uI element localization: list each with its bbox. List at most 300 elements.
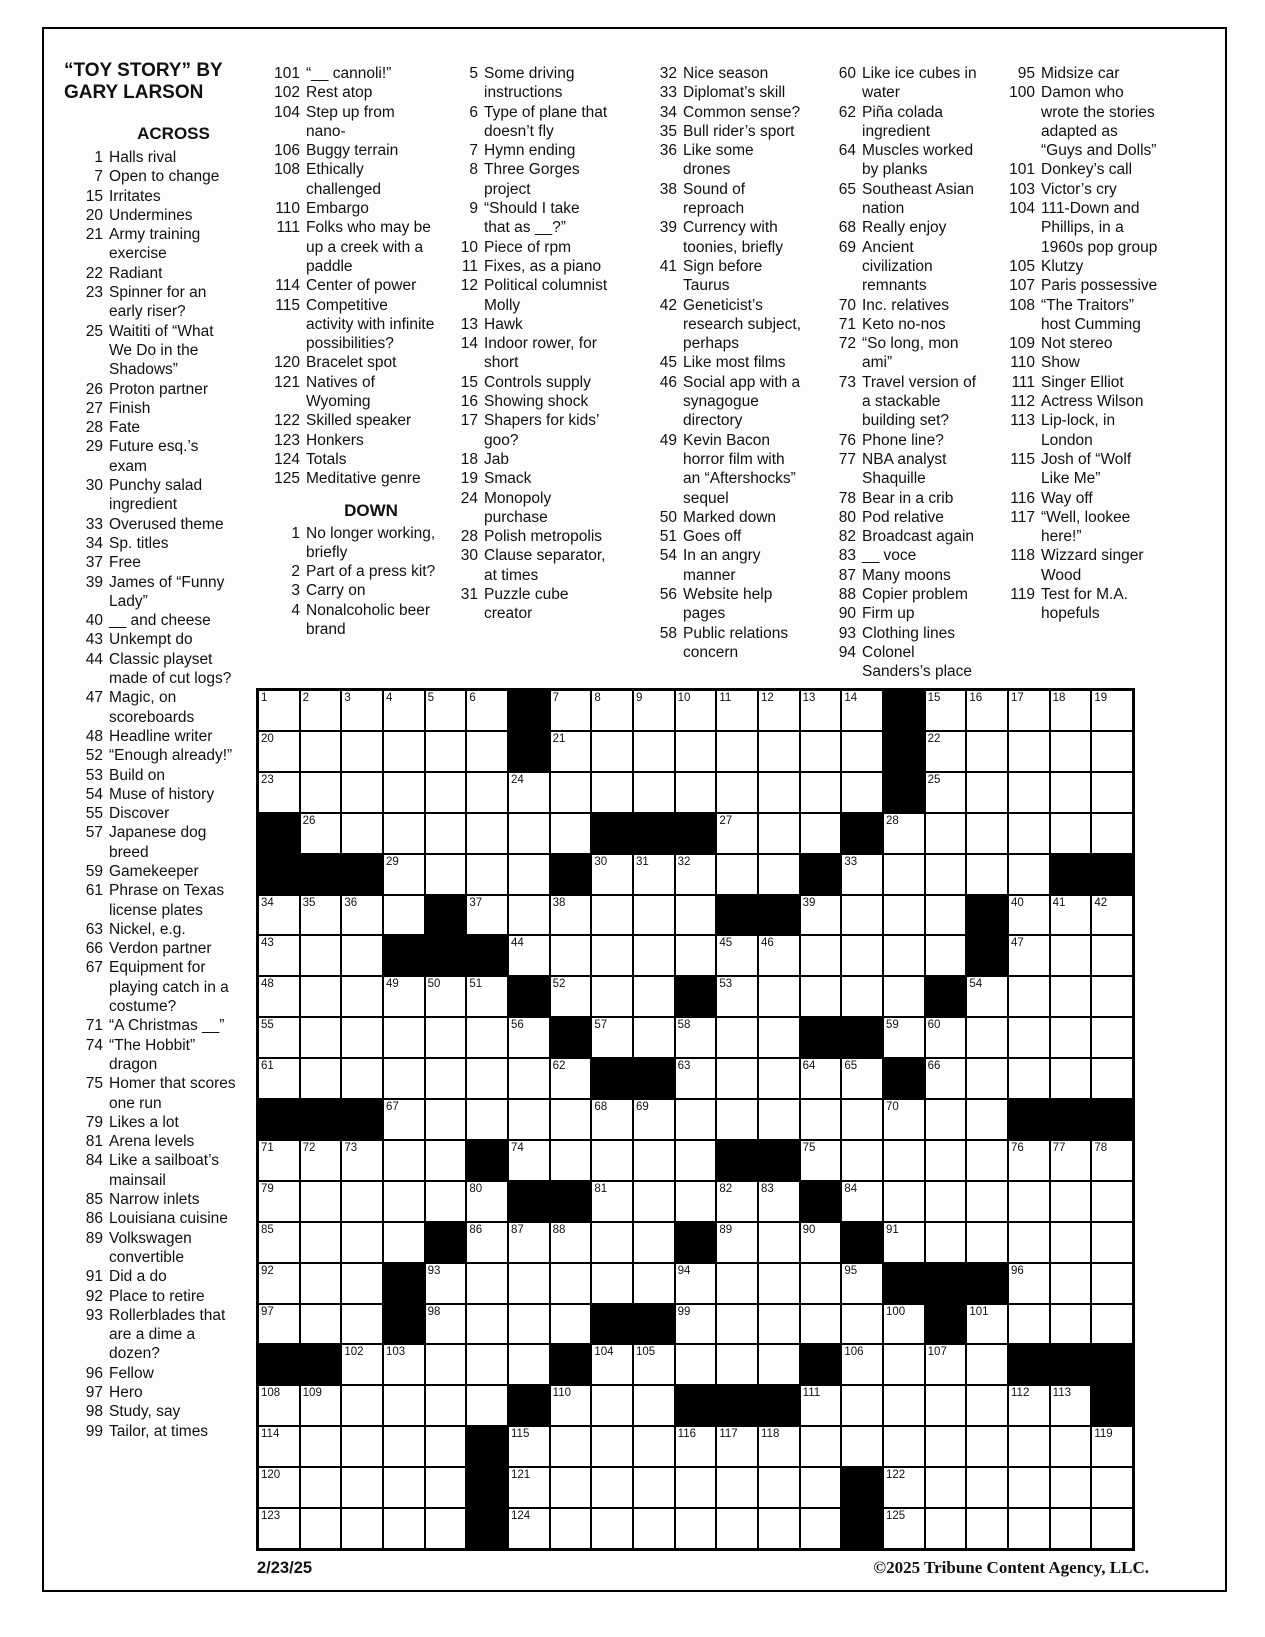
grid-cell[interactable] [384, 773, 424, 812]
grid-cell[interactable] [717, 691, 757, 730]
grid-cell[interactable] [1009, 1223, 1049, 1262]
grid-cell[interactable] [884, 1509, 924, 1548]
grid-cell[interactable] [467, 1059, 507, 1098]
grid-cell[interactable] [1009, 977, 1049, 1016]
grid-cell[interactable] [592, 1386, 632, 1425]
grid-cell[interactable] [551, 732, 591, 771]
grid-cell[interactable] [1051, 1468, 1091, 1507]
grid-cell[interactable] [301, 896, 341, 935]
grid-cell[interactable] [1051, 1386, 1091, 1425]
grid-cell[interactable] [1009, 1305, 1049, 1344]
grid-cell[interactable] [342, 1509, 382, 1548]
grid-cell[interactable] [551, 1468, 591, 1507]
grid-cell[interactable] [551, 1305, 591, 1344]
grid-cell[interactable] [301, 936, 341, 975]
grid-cell[interactable] [842, 1100, 882, 1139]
grid-cell[interactable] [1051, 1182, 1091, 1221]
grid-cell[interactable] [301, 1509, 341, 1548]
grid-cell[interactable] [509, 855, 549, 894]
grid-cell[interactable] [801, 1100, 841, 1139]
grid-cell[interactable] [1051, 691, 1091, 730]
grid-cell[interactable] [259, 1427, 299, 1466]
grid-cell[interactable] [1051, 732, 1091, 771]
grid-cell[interactable] [1051, 1427, 1091, 1466]
grid-cell[interactable] [717, 1305, 757, 1344]
grid-cell[interactable] [884, 1100, 924, 1139]
grid-cell[interactable] [259, 896, 299, 935]
grid-cell[interactable] [426, 1468, 466, 1507]
grid-cell[interactable] [467, 1018, 507, 1057]
grid-cell[interactable] [509, 1018, 549, 1057]
grid-cell[interactable] [1092, 1509, 1132, 1548]
grid-cell[interactable] [301, 1018, 341, 1057]
grid-cell[interactable] [1009, 1059, 1049, 1098]
grid-cell[interactable] [634, 977, 674, 1016]
grid-cell[interactable] [884, 1141, 924, 1180]
grid-cell[interactable] [259, 1305, 299, 1344]
grid-cell[interactable] [342, 1386, 382, 1425]
grid-cell[interactable] [759, 1182, 799, 1221]
grid-cell[interactable] [884, 977, 924, 1016]
grid-cell[interactable] [384, 1345, 424, 1384]
grid-cell[interactable] [884, 936, 924, 975]
grid-cell[interactable] [884, 814, 924, 853]
grid-cell[interactable] [592, 1468, 632, 1507]
grid-cell[interactable] [967, 1059, 1007, 1098]
grid-cell[interactable] [384, 814, 424, 853]
grid-cell[interactable] [926, 936, 966, 975]
grid-cell[interactable] [467, 773, 507, 812]
grid-cell[interactable] [926, 1509, 966, 1548]
grid-cell[interactable] [259, 732, 299, 771]
grid-cell[interactable] [801, 896, 841, 935]
grid-cell[interactable] [342, 732, 382, 771]
grid-cell[interactable] [1092, 1468, 1132, 1507]
grid-cell[interactable] [592, 1141, 632, 1180]
grid-cell[interactable] [717, 773, 757, 812]
grid-cell[interactable] [342, 1345, 382, 1384]
grid-cell[interactable] [801, 814, 841, 853]
grid-cell[interactable] [426, 691, 466, 730]
grid-cell[interactable] [842, 1345, 882, 1384]
grid-cell[interactable] [1092, 1223, 1132, 1262]
grid-cell[interactable] [634, 691, 674, 730]
grid-cell[interactable] [426, 1305, 466, 1344]
grid-cell[interactable] [426, 1100, 466, 1139]
grid-cell[interactable] [759, 1427, 799, 1466]
grid-cell[interactable] [717, 977, 757, 1016]
grid-cell[interactable] [301, 691, 341, 730]
grid-cell[interactable] [676, 1264, 716, 1303]
grid-cell[interactable] [551, 691, 591, 730]
grid-cell[interactable] [426, 1345, 466, 1384]
grid-cell[interactable] [634, 1182, 674, 1221]
grid-cell[interactable] [384, 1427, 424, 1466]
grid-cell[interactable] [926, 1386, 966, 1425]
grid-cell[interactable] [676, 1345, 716, 1384]
grid-cell[interactable] [842, 1141, 882, 1180]
grid-cell[interactable] [592, 896, 632, 935]
grid-cell[interactable] [842, 896, 882, 935]
grid-cell[interactable] [467, 1223, 507, 1262]
grid-cell[interactable] [634, 773, 674, 812]
grid-cell[interactable] [426, 732, 466, 771]
grid-cell[interactable] [676, 1141, 716, 1180]
grid-cell[interactable] [759, 1264, 799, 1303]
grid-cell[interactable] [592, 1264, 632, 1303]
grid-cell[interactable] [342, 896, 382, 935]
grid-cell[interactable] [926, 1345, 966, 1384]
grid-cell[interactable] [759, 855, 799, 894]
grid-cell[interactable] [509, 1509, 549, 1548]
grid-cell[interactable] [676, 1182, 716, 1221]
grid-cell[interactable] [801, 1305, 841, 1344]
grid-cell[interactable] [426, 814, 466, 853]
grid-cell[interactable] [1092, 1264, 1132, 1303]
grid-cell[interactable] [301, 1386, 341, 1425]
grid-cell[interactable] [509, 936, 549, 975]
grid-cell[interactable] [717, 1468, 757, 1507]
grid-cell[interactable] [967, 814, 1007, 853]
grid-cell[interactable] [1092, 1141, 1132, 1180]
grid-cell[interactable] [1092, 1018, 1132, 1057]
grid-cell[interactable] [842, 773, 882, 812]
grid-cell[interactable] [426, 1182, 466, 1221]
grid-cell[interactable] [801, 773, 841, 812]
grid-cell[interactable] [717, 1059, 757, 1098]
grid-cell[interactable] [1009, 1386, 1049, 1425]
grid-cell[interactable] [801, 1223, 841, 1262]
grid-cell[interactable] [884, 1182, 924, 1221]
grid-cell[interactable] [842, 855, 882, 894]
grid-cell[interactable] [884, 1345, 924, 1384]
grid-cell[interactable] [301, 1059, 341, 1098]
grid-cell[interactable] [301, 977, 341, 1016]
grid-cell[interactable] [426, 1386, 466, 1425]
grid-cell[interactable] [884, 855, 924, 894]
grid-cell[interactable] [259, 1059, 299, 1098]
grid-cell[interactable] [801, 1427, 841, 1466]
grid-cell[interactable] [509, 1264, 549, 1303]
grid-cell[interactable] [301, 1182, 341, 1221]
grid-cell[interactable] [467, 1345, 507, 1384]
grid-cell[interactable] [634, 896, 674, 935]
grid-cell[interactable] [634, 936, 674, 975]
grid-cell[interactable] [842, 977, 882, 1016]
grid-cell[interactable] [467, 977, 507, 1016]
grid-cell[interactable] [342, 1141, 382, 1180]
grid-cell[interactable] [301, 1141, 341, 1180]
grid-cell[interactable] [676, 1100, 716, 1139]
grid-cell[interactable] [801, 977, 841, 1016]
grid-cell[interactable] [426, 1059, 466, 1098]
grid-cell[interactable] [551, 1059, 591, 1098]
grid-cell[interactable] [801, 1141, 841, 1180]
grid-cell[interactable] [634, 732, 674, 771]
grid-cell[interactable] [926, 1141, 966, 1180]
grid-cell[interactable] [1092, 732, 1132, 771]
grid-cell[interactable] [551, 977, 591, 1016]
grid-cell[interactable] [259, 936, 299, 975]
grid-cell[interactable] [1009, 1018, 1049, 1057]
grid-cell[interactable] [926, 1468, 966, 1507]
grid-cell[interactable] [551, 1141, 591, 1180]
grid-cell[interactable] [259, 977, 299, 1016]
grid-cell[interactable] [592, 1223, 632, 1262]
grid-cell[interactable] [842, 1386, 882, 1425]
grid-cell[interactable] [676, 1305, 716, 1344]
grid-cell[interactable] [967, 732, 1007, 771]
grid-cell[interactable] [926, 691, 966, 730]
grid-cell[interactable] [842, 936, 882, 975]
grid-cell[interactable] [801, 1264, 841, 1303]
grid-cell[interactable] [759, 1468, 799, 1507]
grid-cell[interactable] [801, 732, 841, 771]
grid-cell[interactable] [676, 896, 716, 935]
grid-cell[interactable] [509, 1141, 549, 1180]
grid-cell[interactable] [1051, 1141, 1091, 1180]
grid-cell[interactable] [884, 1018, 924, 1057]
grid-cell[interactable] [426, 773, 466, 812]
grid-cell[interactable] [1092, 936, 1132, 975]
grid-cell[interactable] [426, 977, 466, 1016]
grid-cell[interactable] [301, 1305, 341, 1344]
grid-cell[interactable] [759, 1305, 799, 1344]
grid-cell[interactable] [384, 1468, 424, 1507]
grid-cell[interactable] [801, 936, 841, 975]
grid-cell[interactable] [1051, 773, 1091, 812]
grid-cell[interactable] [1009, 1141, 1049, 1180]
grid-cell[interactable] [1009, 1264, 1049, 1303]
grid-cell[interactable] [259, 1386, 299, 1425]
grid-cell[interactable] [717, 1345, 757, 1384]
grid-cell[interactable] [1009, 1427, 1049, 1466]
grid-cell[interactable] [551, 773, 591, 812]
grid-cell[interactable] [509, 896, 549, 935]
grid-cell[interactable] [967, 1305, 1007, 1344]
grid-cell[interactable] [926, 1182, 966, 1221]
grid-cell[interactable] [967, 691, 1007, 730]
grid-cell[interactable] [384, 896, 424, 935]
grid-cell[interactable] [676, 691, 716, 730]
grid-cell[interactable] [842, 1059, 882, 1098]
grid-cell[interactable] [551, 1100, 591, 1139]
grid-cell[interactable] [926, 1059, 966, 1098]
grid-cell[interactable] [467, 1100, 507, 1139]
grid-cell[interactable] [801, 1059, 841, 1098]
grid-cell[interactable] [967, 1345, 1007, 1384]
grid-cell[interactable] [592, 855, 632, 894]
grid-cell[interactable] [384, 1100, 424, 1139]
grid-cell[interactable] [967, 1223, 1007, 1262]
grid-cell[interactable] [634, 1345, 674, 1384]
grid-cell[interactable] [759, 1223, 799, 1262]
grid-cell[interactable] [342, 773, 382, 812]
grid-cell[interactable] [551, 1509, 591, 1548]
grid-cell[interactable] [1092, 691, 1132, 730]
grid-cell[interactable] [676, 732, 716, 771]
grid-cell[interactable] [301, 1264, 341, 1303]
grid-cell[interactable] [384, 1018, 424, 1057]
grid-cell[interactable] [384, 977, 424, 1016]
grid-cell[interactable] [1051, 1264, 1091, 1303]
grid-cell[interactable] [717, 936, 757, 975]
grid-cell[interactable] [717, 1100, 757, 1139]
grid-cell[interactable] [384, 1182, 424, 1221]
grid-cell[interactable] [1009, 1182, 1049, 1221]
grid-cell[interactable] [967, 1509, 1007, 1548]
grid-cell[interactable] [926, 732, 966, 771]
grid-cell[interactable] [759, 691, 799, 730]
grid-cell[interactable] [717, 1427, 757, 1466]
grid-cell[interactable] [509, 1427, 549, 1466]
grid-cell[interactable] [717, 1509, 757, 1548]
grid-cell[interactable] [676, 773, 716, 812]
grid-cell[interactable] [342, 1018, 382, 1057]
grid-cell[interactable] [342, 936, 382, 975]
grid-cell[interactable] [884, 1305, 924, 1344]
grid-cell[interactable] [1092, 977, 1132, 1016]
grid-cell[interactable] [634, 1141, 674, 1180]
grid-cell[interactable] [676, 1468, 716, 1507]
grid-cell[interactable] [801, 1386, 841, 1425]
grid-cell[interactable] [384, 1509, 424, 1548]
grid-cell[interactable] [842, 732, 882, 771]
grid-cell[interactable] [509, 1223, 549, 1262]
grid-cell[interactable] [759, 814, 799, 853]
grid-cell[interactable] [259, 1509, 299, 1548]
grid-cell[interactable] [634, 855, 674, 894]
grid-cell[interactable] [926, 1223, 966, 1262]
grid-cell[interactable] [551, 936, 591, 975]
grid-cell[interactable] [301, 1223, 341, 1262]
grid-cell[interactable] [926, 855, 966, 894]
grid-cell[interactable] [509, 1059, 549, 1098]
grid-cell[interactable] [801, 1509, 841, 1548]
grid-cell[interactable] [842, 1264, 882, 1303]
grid-cell[interactable] [1092, 1182, 1132, 1221]
grid-cell[interactable] [759, 1018, 799, 1057]
grid-cell[interactable] [259, 1264, 299, 1303]
grid-cell[interactable] [717, 732, 757, 771]
grid-cell[interactable] [1051, 814, 1091, 853]
grid-cell[interactable] [634, 1427, 674, 1466]
grid-cell[interactable] [884, 1468, 924, 1507]
grid-cell[interactable] [926, 896, 966, 935]
grid-cell[interactable] [884, 896, 924, 935]
grid-cell[interactable] [676, 1059, 716, 1098]
grid-cell[interactable] [676, 855, 716, 894]
grid-cell[interactable] [1051, 1509, 1091, 1548]
grid-cell[interactable] [676, 1509, 716, 1548]
grid-cell[interactable] [634, 1223, 674, 1262]
grid-cell[interactable] [467, 1305, 507, 1344]
grid-cell[interactable] [676, 1018, 716, 1057]
grid-cell[interactable] [1009, 896, 1049, 935]
grid-cell[interactable] [592, 773, 632, 812]
grid-cell[interactable] [759, 977, 799, 1016]
grid-cell[interactable] [634, 1386, 674, 1425]
grid-cell[interactable] [467, 814, 507, 853]
grid-cell[interactable] [592, 1018, 632, 1057]
grid-cell[interactable] [1009, 936, 1049, 975]
grid-cell[interactable] [592, 1182, 632, 1221]
grid-cell[interactable] [1092, 896, 1132, 935]
grid-cell[interactable] [384, 691, 424, 730]
grid-cell[interactable] [967, 855, 1007, 894]
grid-cell[interactable] [592, 1345, 632, 1384]
grid-cell[interactable] [717, 814, 757, 853]
grid-cell[interactable] [967, 1468, 1007, 1507]
grid-cell[interactable] [509, 1305, 549, 1344]
grid-cell[interactable] [259, 1182, 299, 1221]
grid-cell[interactable] [592, 977, 632, 1016]
grid-cell[interactable] [384, 1059, 424, 1098]
grid-cell[interactable] [551, 1223, 591, 1262]
grid-cell[interactable] [634, 1264, 674, 1303]
grid-cell[interactable] [426, 1018, 466, 1057]
grid-cell[interactable] [467, 1182, 507, 1221]
grid-cell[interactable] [551, 896, 591, 935]
grid-cell[interactable] [842, 691, 882, 730]
grid-cell[interactable] [259, 1223, 299, 1262]
grid-cell[interactable] [301, 1427, 341, 1466]
grid-cell[interactable] [717, 1182, 757, 1221]
grid-cell[interactable] [592, 1427, 632, 1466]
grid-cell[interactable] [1051, 1223, 1091, 1262]
grid-cell[interactable] [634, 1018, 674, 1057]
grid-cell[interactable] [967, 1386, 1007, 1425]
grid-cell[interactable] [1051, 1305, 1091, 1344]
grid-cell[interactable] [301, 773, 341, 812]
grid-cell[interactable] [467, 691, 507, 730]
grid-cell[interactable] [426, 1264, 466, 1303]
grid-cell[interactable] [301, 732, 341, 771]
grid-cell[interactable] [259, 1018, 299, 1057]
grid-cell[interactable] [1051, 896, 1091, 935]
grid-cell[interactable] [1009, 855, 1049, 894]
grid-cell[interactable] [301, 814, 341, 853]
grid-cell[interactable] [551, 1386, 591, 1425]
grid-cell[interactable] [384, 1141, 424, 1180]
grid-cell[interactable] [342, 977, 382, 1016]
grid-cell[interactable] [342, 691, 382, 730]
grid-cell[interactable] [967, 1018, 1007, 1057]
grid-cell[interactable] [509, 1345, 549, 1384]
grid-cell[interactable] [1051, 936, 1091, 975]
grid-cell[interactable] [551, 1264, 591, 1303]
grid-cell[interactable] [967, 1141, 1007, 1180]
grid-cell[interactable] [1051, 1059, 1091, 1098]
grid-cell[interactable] [509, 814, 549, 853]
grid-cell[interactable] [1092, 814, 1132, 853]
grid-cell[interactable] [592, 1100, 632, 1139]
grid-cell[interactable] [467, 732, 507, 771]
grid-cell[interactable] [967, 773, 1007, 812]
grid-cell[interactable] [467, 855, 507, 894]
grid-cell[interactable] [759, 773, 799, 812]
grid-cell[interactable] [1051, 977, 1091, 1016]
grid-cell[interactable] [259, 691, 299, 730]
grid-cell[interactable] [1092, 1059, 1132, 1098]
grid-cell[interactable] [884, 1223, 924, 1262]
grid-cell[interactable] [967, 1100, 1007, 1139]
grid-cell[interactable] [634, 1509, 674, 1548]
grid-cell[interactable] [884, 1427, 924, 1466]
grid-cell[interactable] [426, 855, 466, 894]
grid-cell[interactable] [342, 814, 382, 853]
grid-cell[interactable] [384, 855, 424, 894]
